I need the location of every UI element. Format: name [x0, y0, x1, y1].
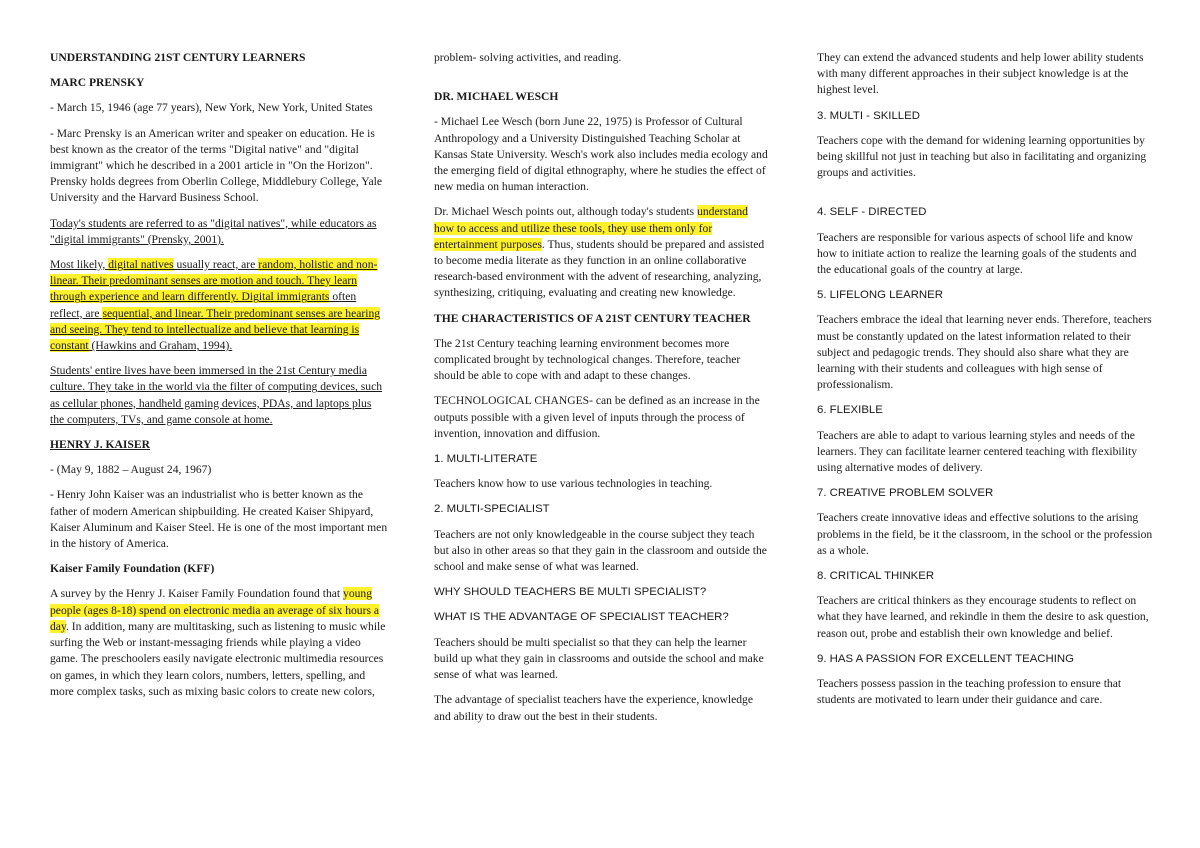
characteristic-7-title: 7. CREATIVE PROBLEM SOLVER [817, 487, 994, 500]
wesch-highlight: understand how to access and utilize these tools, they use them only for entertainment purposes [434, 205, 748, 251]
characteristic-8-body: Teachers are critical thinkers as they encourage students to reflect on what they have learned, and rekindle in them the desire to ask question, reason out, probe and establish their own knowledge and belief. [817, 594, 1149, 640]
react-text-1: Most likely, [50, 258, 109, 272]
question-1: WHY SHOULD TEACHERS BE MULTI SPECIALIST? [434, 586, 707, 599]
question-2: WHAT IS THE ADVANTAGE OF SPECIALIST TEACHER? [434, 611, 729, 624]
wesch-text-3: . Thus, students should be prepared and assisted to become media literate as they function in an online collaborative research-based environment with the advent of researching, analyzing, synthesizing, critiquing, evaluating and creating new knowledge. [434, 237, 765, 300]
react-text-3: usually react, are [173, 258, 259, 272]
wesch-bio: - Michael Lee Wesch (born June 22, 1975) is Professor of Cultural Anthropology and a University Distinguished Teaching Scholar at Kansas State University. Wesch's work also includes media ecology and the emerging field of digital ethnography, where he studies the effect of new media on human interaction. [434, 115, 768, 194]
wesch-heading: DR. MICHAEL WESCH [434, 90, 559, 104]
characteristic-1-title: 1. MULTI-LITERATE [434, 453, 538, 466]
tech-changes-paragraph: TECHNOLOGICAL CHANGES- can be defined as an increase in the outputs possible with a given level of inputs through the process of invention, innovation and diffusion. [434, 394, 760, 440]
col3-continued: They can extend the advanced students and help lower ability students with many different approaches in their subject knowledge is at the highest level. [817, 51, 1144, 97]
characteristic-2-body: Teachers are not only knowledgeable in the course subject they teach but also in other areas so that they gain in the classroom and outside the school and make sense of what was learned. [434, 527, 767, 574]
survey-text-3: . In addition, many are multitasking, such as listening to music while surfing the Web or instant-messaging friends while playing a video game. The preschoolers easily navigate electronic multimedia resources on games, in which they learn colors, numbers, letters, spelling, and more complex tasks, such as mixing basic colors to create new colors, [50, 619, 386, 698]
col2-continued: problem- solving activities, and reading. [434, 51, 622, 64]
natives-immigrants-paragraph [50, 257, 388, 354]
answer-1: Teachers should be multi specialist so that they can help the learner build up what they gain in classrooms and outside the school and make sense of what was learned. [434, 635, 764, 682]
react-highlight-natives: digital natives [108, 258, 174, 272]
column-1 [50, 50, 388, 709]
characteristic-4-title: 4. SELF - DIRECTED [817, 206, 927, 219]
prensky-heading: MARC PRENSKY [50, 76, 145, 90]
wesch-paragraph [434, 204, 770, 301]
natives-quote: Today's students are referred to as "digital natives", while educators as "digital immigrants" (Prensky, 2001). [50, 216, 377, 246]
characteristic-2-title: 2. MULTI-SPECIALIST [434, 503, 550, 516]
characteristic-9-body: Teachers possess passion in the teaching profession to ensure that students are motivated to learn under their guidance and care. [817, 677, 1122, 707]
answer-2: The advantage of specialist teachers have the experience, knowledge and ability to draw out the best in their students. [434, 693, 753, 723]
characteristic-3-title: 3. MULTI - SKILLED [817, 109, 920, 122]
react-text-5: often reflect, are [50, 290, 357, 320]
column-3 [817, 50, 1153, 718]
characteristic-9-title: 9. HAS A PASSION FOR EXCELLENT TEACHING [817, 652, 1074, 665]
wesch-text-1: Dr. Michael Wesch points out, although today's students [434, 205, 698, 219]
characteristic-3-body: Teachers cope with the demand for widening learning opportunities by being skillful not just in teaching but also in facilitating and organizing groups and activities. [817, 133, 1147, 180]
survey-paragraph [50, 586, 388, 699]
characteristic-5-title: 5. LIFELONG LEARNER [817, 289, 943, 302]
kff-heading: Kaiser Family Foundation (KFF) [50, 562, 215, 576]
environment-paragraph: The 21st Century teaching learning environment becomes more complicated brought by technological changes. Therefore, teacher should be able to cope with and adapt to these changes. [434, 336, 741, 383]
kaiser-bio: - Henry John Kaiser was an industrialist who is better known as the father of modern American shipbuilding. He created Kaiser Shipyard, Kaiser Aluminum and Kaiser Steel. He is one of the most important men in the history of America. [50, 488, 388, 551]
column-2 [434, 50, 770, 734]
prensky-bio: - Marc Prensky is an American writer and speaker on education. He is best known as the creator of the terms "Digital native" and "digital immigrant" which he described in a 2001 article in "On the Horizon". Prensky holds degrees from Oberlin College, Middlebury College, Yale University and the Harvard Business School. [50, 126, 382, 205]
survey-text-1: A survey by the Henry J. Kaiser Family Foundation found that [50, 587, 344, 601]
kaiser-born: - (May 9, 1882 – August 24, 1967) [50, 463, 212, 477]
characteristic-7-body: Teachers create innovative ideas and effective solutions to the arising problems in the field, be it the classroom, in the school or the profession as a whole. [817, 511, 1153, 557]
kaiser-heading: HENRY J. KAISER [50, 438, 150, 452]
characteristics-heading: THE CHARACTERISTICS OF A 21ST CENTURY TEACHER [434, 311, 751, 325]
immersed-paragraph: Students' entire lives have been immersed in the 21st Century media culture. They take in the world via the filter of computing devices, such as cellular phones, handheld gaming devices, PDAs, and laptops plus the computers, TVs, and game console at home. [50, 364, 383, 426]
react-citation: (Hawkins and Graham, 1994). [88, 339, 233, 353]
characteristic-8-title: 8. CRITICAL THINKER [817, 570, 935, 583]
react-highlight-immigrants-traits: sequential, and linear. Their predominant senses are hearing and seeing. They tend to intellectualize and believe that learning is constant [50, 306, 381, 353]
characteristic-5-body: Teachers embrace the ideal that learning never ends. Therefore, teachers must be constantly updated on the latest information related to their subject and pedagogic trends. They should also share what they are learning with their students and colleagues with high sense of professionalism. [817, 313, 1152, 392]
characteristic-6-title: 6. FLEXIBLE [817, 404, 883, 417]
characteristic-6-body: Teachers are able to adapt to various learning styles and needs of the learners. They can facilitate learner centered teaching with flexibility using alternative modes of delivery. [817, 428, 1138, 475]
characteristic-4-body: Teachers are responsible for various aspects of school life and know how to initiate action to realize the learning goals of the students and the educational goals of the country at large. [817, 230, 1137, 277]
survey-highlight: young people (ages 8-18) spend on electronic media an average of six hours a day [50, 587, 380, 633]
characteristic-1-body: Teachers know how to use various technologies in teaching. [434, 477, 713, 491]
react-highlight-natives-traits: random, holistic and non-linear. Their predominant senses are motion and touch. They learn through experience and learn differently. Digital immigrants [50, 258, 378, 304]
document-title: UNDERSTANDING 21ST CENTURY LEARNERS [50, 51, 306, 64]
prensky-born: - March 15, 1946 (age 77 years), New York, New York, United States [50, 101, 373, 115]
